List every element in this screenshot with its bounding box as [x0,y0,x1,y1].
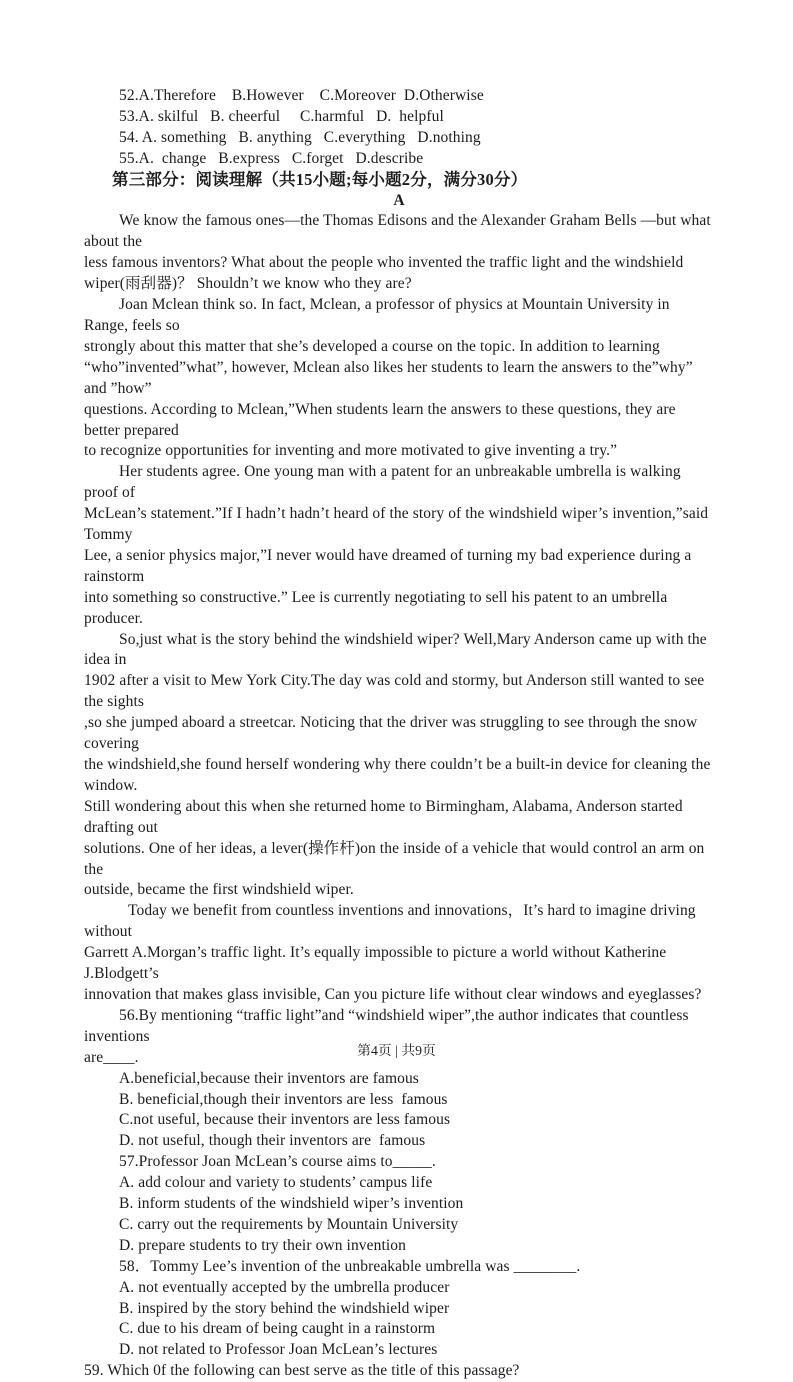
question-58-stem: 58．Tommy Lee’s invention of the unbreakable umbrella was ________. [119,1257,581,1275]
passage-line: Today we benefit from countless inventions and innovations，It’s hard to imagine driving without [84,902,700,941]
passage-line: wiper(雨刮器)？ Shouldn’t we know who they are? [84,275,412,293]
passage-line: outside, became the first windshield wiper. [84,881,354,899]
passage-line: the windshield,she found herself wondering why there couldn’t be a built-in device for cleaning the window. [84,756,715,794]
cloze-options-55: 55.A. change B.express C.forget D.describe [119,149,424,167]
passage-line: Lee, a senior physics major,”I never would have dreamed of turning my bad experience during a rainstorm [84,546,696,585]
passage-line: McLean’s statement.”If I hadn’t hadn’t heard of the story of the windshield wiper’s invention,”said Tommy [84,505,712,544]
question-59-stem: 59. Which 0f the following can best serve as the title of this passage? [84,1362,520,1380]
question-58-option-a: A. not eventually accepted by the umbrella producer [119,1278,450,1296]
cloze-options-54: 54. A. something B. anything C.everything D.nothing [119,128,481,146]
cloze-options-52: 52.A.Therefore B.However C.Moreover D.Otherwise [119,87,484,104]
question-57-option-d: D. prepare students to try their own invention [119,1236,406,1254]
question-58-option-c: C. due to his dream of being caught in a rainstorm [119,1320,436,1338]
passage-line: Still wondering about this when she returned home to Birmingham, Alabama, Anderson started drafting out [84,797,687,836]
question-56-option-c: C.not useful, because their inventors are less famous [119,1111,451,1129]
passage-line: into something so constructive.” Lee is currently negotiating to sell his patent to an umbrella producer. [84,588,672,627]
passage-line: 1902 after a visit to Mew York City.The day was cold and stormy, but Anderson still wanted to see the sights [84,672,709,711]
question-57-option-c: C. carry out the requirements by Mountain University [119,1215,459,1233]
passage-line: So,just what is the story behind the windshield wiper? Well,Mary Anderson came up with the idea in [84,630,711,669]
passage-label: A [393,191,405,209]
question-57-option-a: A. add colour and variety to students’ campus life [119,1174,433,1192]
passage-line: solutions. One of her ideas, a lever(操作杆)on the inside of a vehicle that would control an arm on the [84,839,709,878]
question-56-option-a: A.beneficial,because their inventors are famous [119,1069,419,1087]
question-58-option-b: B. inspired by the story behind the windshield wiper [119,1299,450,1317]
text-lines [84,86,714,1382]
passage-line: less famous inventors? What about the people who invented the traffic light and the windshield [84,254,684,272]
passage-line: questions. According to Mclean,”When students learn the answers to these questions, they are better prepared [84,400,680,439]
passage-line: We know the famous ones—the Thomas Edisons and the Alexander Graham Bells —but what about the [84,212,715,251]
passage-line: Joan Mclean think so. In fact, Mclean, a professor of physics at Mountain University in Range, feels so [84,296,674,334]
passage-line: Her students agree. One young man with a patent for an unbreakable umbrella is walking proof of [84,463,685,502]
cloze-options-53: 53.A. skilful B. cheerful C.harmful D. helpful [119,107,444,125]
passage-line: “who”invented”what”, however, Mclean also likes her students to learn the answers to the”why” and ”how” [84,358,697,397]
passage-line: to recognize opportunities for inventing and more motivated to give inventing a try.” [84,442,618,460]
passage-line: innovation that makes glass invisible, Can you picture life without clear windows and eyeglasses? [84,985,702,1003]
page-number-indicator: 第4页 | 共9页 [357,1043,436,1058]
question-57-option-b: B. inform students of the windshield wiper’s invention [119,1195,464,1213]
passage-line: strongly about this matter that she’s developed a course on the topic. In addition to learning [84,337,660,355]
question-58-option-d: D. not related to Professor Joan McLean’s lectures [119,1341,438,1359]
question-56-option-d: D. not useful, though their inventors are famous [119,1132,426,1150]
question-56-stem: 56.By mentioning “traffic light”and “windshield wiper”,the author indicates that countless inventions [84,1006,693,1045]
question-57-stem: 57.Professor Joan McLean’s course aims to_____. [119,1153,436,1171]
section-heading: 第三部分：阅读理解（共15小题;每小题2分，满分30分） [112,169,528,189]
question-56-stem: are____. [84,1048,139,1066]
passage-line: ,so she jumped aboard a streetcar. Noticing that the driver was struggling to see through the snow covering [84,714,702,753]
passage-line: Garrett A.Morgan’s traffic light. It’s equally impossible to picture a world without Katherine J.Blodgett’s [84,944,671,983]
question-56-option-b: B. beneficial,though their inventors are less famous [119,1090,448,1108]
